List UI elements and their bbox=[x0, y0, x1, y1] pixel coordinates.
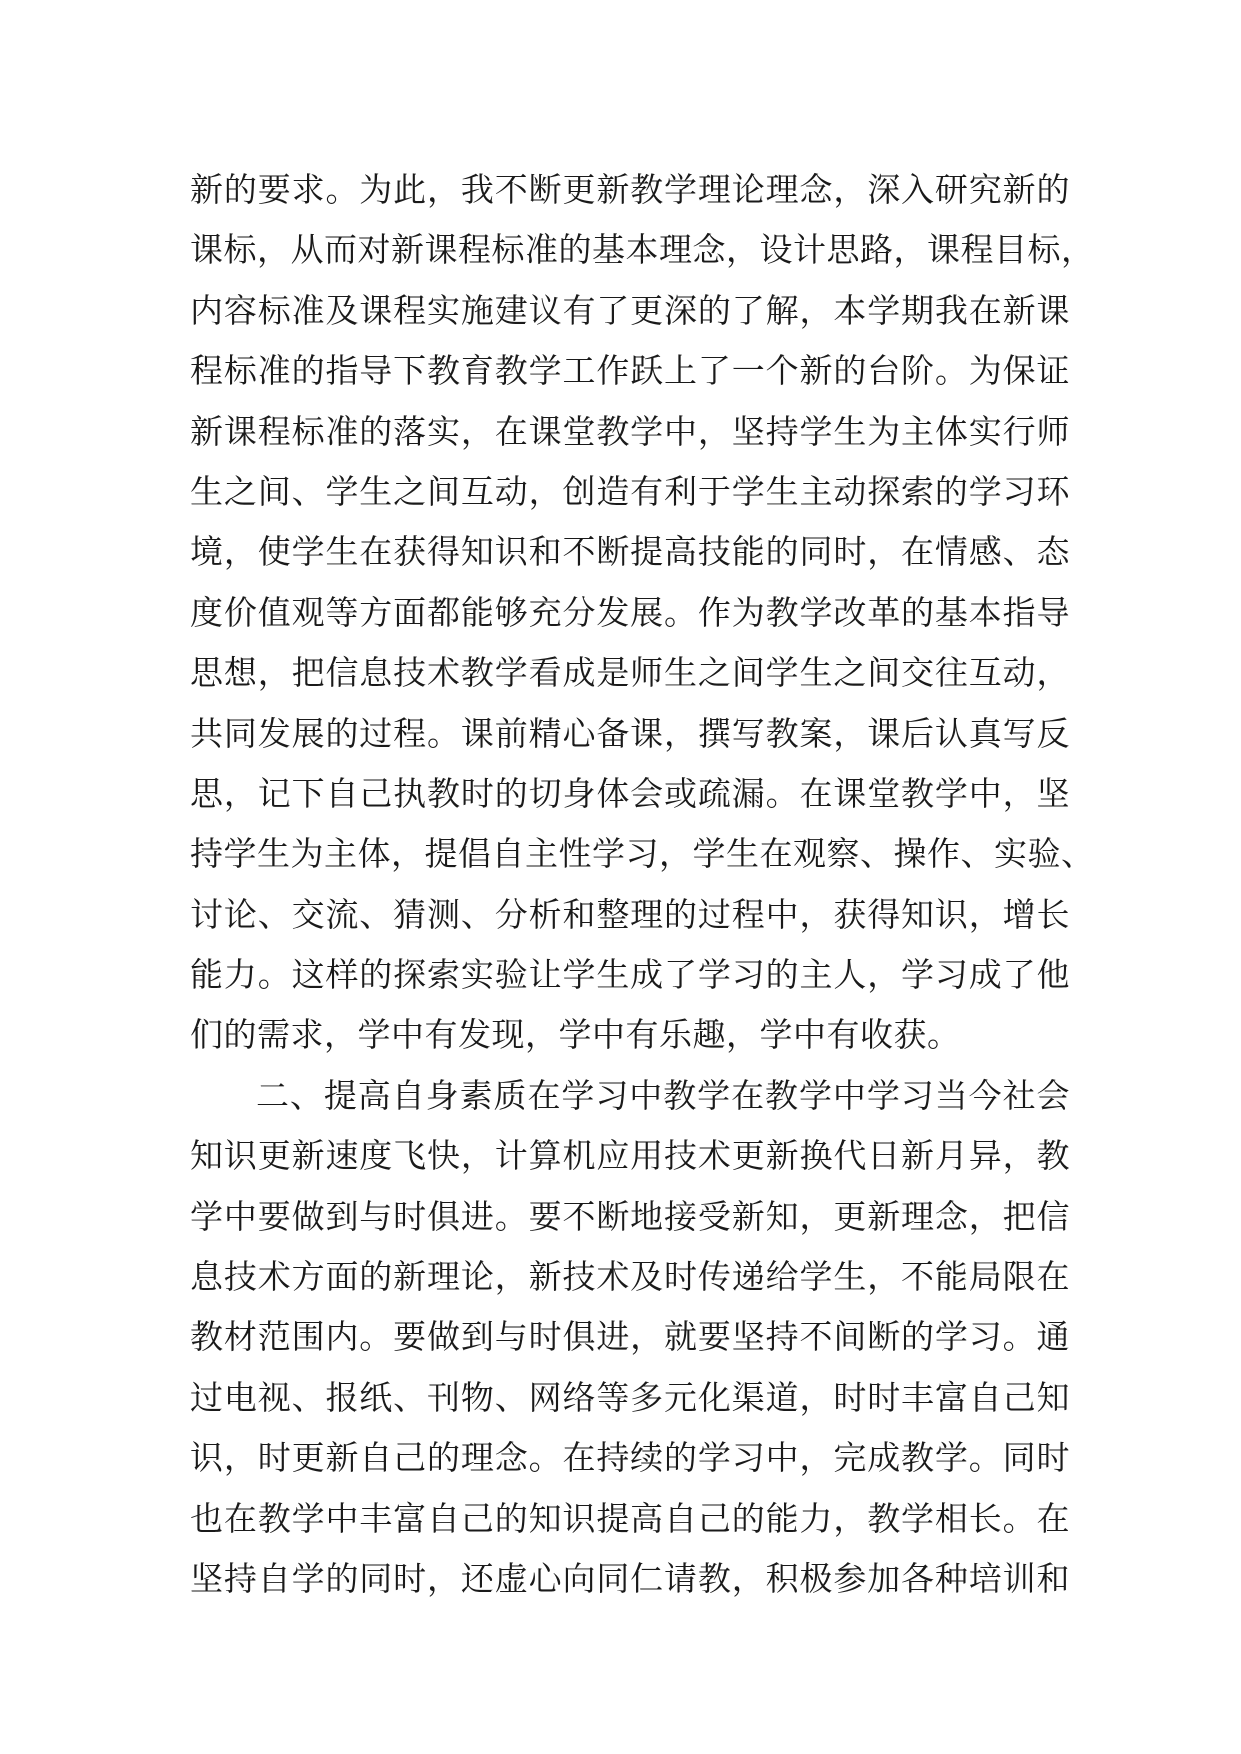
body-text bbox=[190, 160, 1095, 1609]
text-line: 知识更新速度飞快，计算机应用技术更新换代日新月异，教 bbox=[190, 1136, 1070, 1176]
text-line: 思想，把信息技术教学看成是师生之间学生之间交往互动， bbox=[190, 653, 1070, 693]
text-line: 课标，从而对新课程标准的基本理念，设计思路，课程目标， bbox=[190, 230, 1095, 270]
text-line: 内容标准及课程实施建议有了更深的了解，本学期我在新课 bbox=[190, 290, 1070, 330]
text-line: 持学生为主体，提倡自主性学习，学生在观察、操作、实验、 bbox=[190, 834, 1095, 874]
text-line: 新的要求。为此，我不断更新教学理论理念，深入研究新的 bbox=[190, 170, 1070, 209]
text-line: 坚持自学的同时，还虚心向同仁请教，积极参加各种培训和 bbox=[190, 1558, 1070, 1598]
text-line: 新课程标准的落实，在课堂教学中，坚持学生为主体实行师 bbox=[190, 411, 1070, 451]
text-line: 能力。这样的探索实验让学生成了学习的主人，学习成了他 bbox=[190, 955, 1070, 995]
text-line: 们的需求，学中有发现，学中有乐趣，学中有收获。 bbox=[190, 1015, 961, 1055]
text-line: 境，使学生在获得知识和不断提高技能的同时，在情感、态 bbox=[190, 532, 1070, 572]
text-line: 二、提高自身素质在学习中教学在教学中学习当今社会 bbox=[256, 1075, 1070, 1115]
text-line: 学中要做到与时俱进。要不断地接受新知，更新理念，把信 bbox=[190, 1196, 1070, 1236]
text-line: 也在教学中丰富自己的知识提高自己的能力，教学相长。在 bbox=[190, 1498, 1070, 1538]
text-line: 生之间、学生之间互动，创造有利于学生主动探索的学习环 bbox=[190, 471, 1070, 511]
text-line: 教材范围内。要做到与时俱进，就要坚持不间断的学习。通 bbox=[190, 1317, 1070, 1357]
text-line: 过电视、报纸、刊物、网络等多元化渠道，时时丰富自己知 bbox=[190, 1377, 1070, 1417]
text-line: 度价值观等方面都能够充分发展。作为教学改革的基本指导 bbox=[190, 592, 1070, 632]
text-line: 息技术方面的新理论，新技术及时传递给学生，不能局限在 bbox=[190, 1257, 1070, 1297]
text-line: 思，记下自己执教时的切身体会或疏漏。在课堂教学中，坚 bbox=[190, 773, 1070, 813]
text-line: 识，时更新自己的理念。在持续的学习中，完成教学。同时 bbox=[190, 1438, 1070, 1478]
text-line: 讨论、交流、猜测、分析和整理的过程中，获得知识，增长 bbox=[190, 894, 1070, 934]
text-line: 程标准的指导下教育教学工作跃上了一个新的台阶。为保证 bbox=[190, 351, 1070, 391]
text-line: 共同发展的过程。课前精心备课，撰写教案，课后认真写反 bbox=[190, 713, 1070, 753]
